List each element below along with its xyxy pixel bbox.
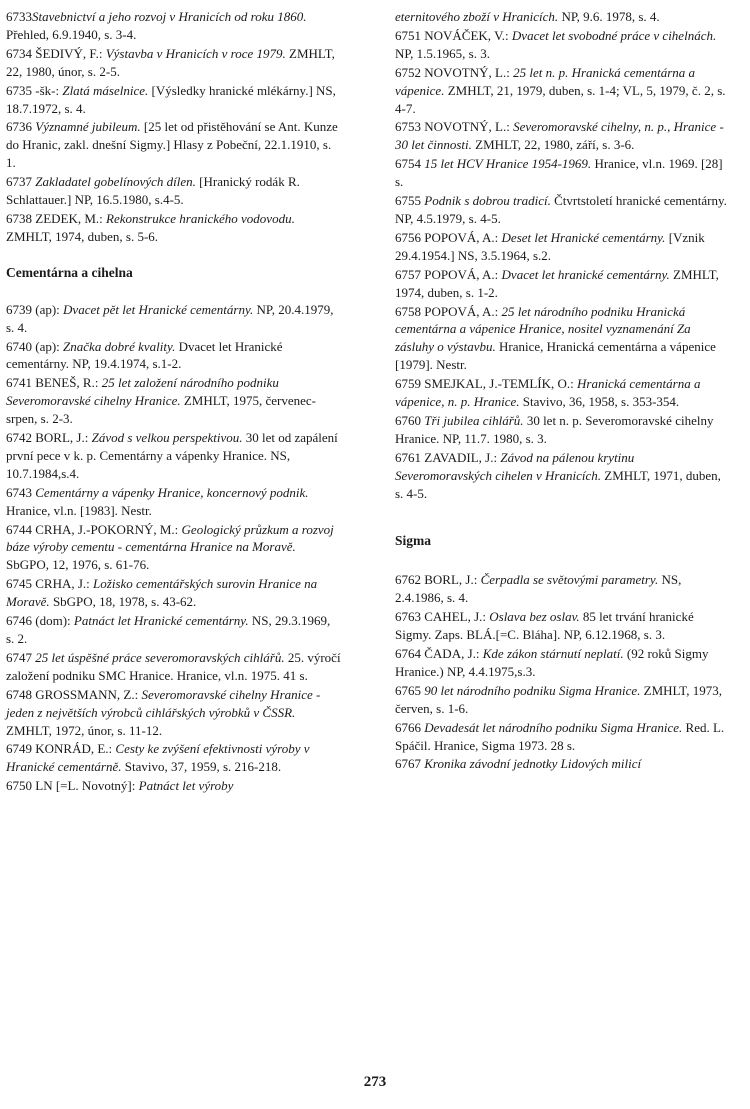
bibliography-entry xyxy=(6,429,341,483)
entry-title: 15 let HCV Hranice 1954-1969. xyxy=(424,156,592,172)
entry-details: ZMHLT, 22, 1980, únor, s. 2-5. xyxy=(6,45,335,79)
entry-title: Zlatá máselnice. xyxy=(62,82,149,98)
entry-author: KONRÁD, E.: xyxy=(32,741,116,757)
entry-details: Red. L. Spáčil. Hranice, Sigma 1973. 28 s. xyxy=(395,719,725,753)
entry-number: 6736 xyxy=(6,119,32,135)
entry-title: Značka dobré kvality. xyxy=(63,338,176,354)
entry-title: Severomoravské cihelny, n. p., Hranice - 30 let činnosti. xyxy=(395,119,724,153)
entry-details: ZMHLT, 1974, duben, s. 5-6. xyxy=(6,228,159,244)
entry-title: Cementárny a vápenky Hranice, koncernový podnik. xyxy=(35,484,309,500)
entry-details: (92 roků Sigmy Hranice.) NP, 4.4.1975,s.3. xyxy=(395,646,709,679)
entry-author: -šk-: xyxy=(32,82,63,98)
entry-details: Dvacet let Hranické cementárny. NP, 19.4.1974, s.1-2. xyxy=(6,338,283,372)
bibliography-entry xyxy=(6,374,341,428)
entry-author: ČADA, J.: xyxy=(421,646,483,661)
entry-details: SbGPO, 18, 1978, s. 43-62. xyxy=(49,594,197,610)
entry-number: 6741 xyxy=(6,375,32,391)
entry-title: Dvacet pět let Hranické cementárny. xyxy=(63,301,254,317)
entry-number: 6747 xyxy=(6,649,32,665)
entry-details: ZMHLT, 1975, červenec-srpen, s. 2-3. xyxy=(6,393,316,427)
bibliography-entry xyxy=(395,118,730,154)
entry-title: Zakladatel gobelínových dílen. xyxy=(35,174,196,190)
entry-details: Hranice, Hranická cementárna a vápenice [1979]. Nestr. xyxy=(395,339,716,373)
entry-title: Stavebnictví a jeho rozvoj v Hranicích od roku 1860. xyxy=(32,9,307,24)
entry-number: 6745 xyxy=(6,576,32,592)
entry-title: Tři jubilea cihlářů. xyxy=(424,412,524,428)
bibliography-entry xyxy=(395,266,730,302)
entry-author: NOVOTNÝ, L.: xyxy=(421,64,514,80)
entry-title: Čerpadla se světovými parametry. xyxy=(480,572,659,588)
bibliography-entry xyxy=(6,484,341,520)
bibliography-entry xyxy=(395,608,730,644)
entry-title: Podnik s dobrou tradicí. xyxy=(424,193,551,209)
page-number: 273 xyxy=(363,1074,387,1090)
bibliography-entry xyxy=(6,210,341,246)
entry-title: Významné jubileum. xyxy=(35,119,141,135)
bibliography-entry xyxy=(395,412,730,448)
entry-details: [Hranický rodák R. Schlattauer.] NP, 16.5.1980, s.4-5. xyxy=(6,174,300,208)
entry-details: 30 let n. p. Severomoravské cihelny Hranice. NP, 11.7. 1980, s. 3. xyxy=(395,412,714,446)
entry-title: Kde zákon stárnutí neplatí. xyxy=(482,646,624,661)
entry-details: [Vznik 29.4.1954.] NS, 3.5.1964, s.2. xyxy=(395,229,705,263)
entry-details: NS, 2.4.1986, s. 4. xyxy=(395,572,682,606)
entry-title: Devadesát let národního podniku Sigma Hranice. xyxy=(424,719,683,735)
entry-author: LN [=L. Novotný]: xyxy=(32,778,139,794)
entry-number: 6756 xyxy=(395,229,421,245)
entries-top xyxy=(395,8,730,502)
entry-title: Deset let Hranické cementárny. xyxy=(501,229,666,245)
entry-author: ZAVADIL, J.: xyxy=(421,449,501,465)
bibliography-entry xyxy=(395,375,730,411)
entry-title: 25 let n. p. Hranická cementárna a vápenice. xyxy=(395,64,696,98)
entry-author: GROSSMANN, Z.: xyxy=(32,686,142,702)
entry-title: Výstavba v Hranicích v roce 1979. xyxy=(105,45,286,61)
entry-author: POPOVÁ, A.: xyxy=(421,303,502,319)
section-heading-sigma: Sigma xyxy=(395,533,432,549)
entry-details: ZMHLT, 22, 1980, září, s. 3-6. xyxy=(471,137,635,153)
entry-number: 6760 xyxy=(395,412,421,428)
bibliography-entry xyxy=(395,449,730,503)
entry-author: ZEDEK, M.: xyxy=(32,210,107,226)
entry-author: POPOVÁ, A.: xyxy=(421,229,502,245)
entry-author: ŠEDIVÝ, F.: xyxy=(32,45,106,61)
entry-number: 6744 xyxy=(6,521,32,537)
entry-title: Dvacet let svobodné práce v cihelnách. xyxy=(511,27,717,43)
bibliography-entry xyxy=(6,777,341,795)
entry-details: ZMHLT, 1971, duben, s. 4-5. xyxy=(395,467,721,501)
entry-author: CAHEL, J.: xyxy=(421,609,490,625)
entry-number: 6738 xyxy=(6,210,32,226)
entry-number: 6754 xyxy=(395,156,421,172)
entry-author: CRHA, J.: xyxy=(32,576,94,592)
entry-author: NOVÁČEK, V.: xyxy=(421,27,512,43)
entry-number: 6752 xyxy=(395,64,421,80)
entry-number: 6764 xyxy=(395,646,421,661)
entry-details: ZMHLT, 1972, únor, s. 11-12. xyxy=(6,722,163,738)
entry-author: NOVOTNÝ, L.: xyxy=(421,119,514,135)
bibliography-entry xyxy=(6,301,341,337)
entry-title: Severomoravské cihelny Hranice - jeden z největších výrobců cihlářských výrobků v ČSSR. xyxy=(6,686,321,720)
entry-details: NS, 29.3.1969, s. 2. xyxy=(6,613,331,646)
bibliography-entry xyxy=(395,645,730,681)
right-column xyxy=(395,8,730,774)
entry-author: CRHA, J.-POKORNÝ, M.: xyxy=(32,521,182,537)
entry-details: NP, 9.6. 1978, s. 4. xyxy=(558,9,660,24)
entry-number: 6763 xyxy=(395,609,421,625)
entry-title: Rekonstrukce hranického vodovodu. xyxy=(106,210,295,226)
entry-details: [Výsledky hranické mlékárny.] NS, 18.7.1972, s. 4. xyxy=(6,82,336,116)
entry-number: 6735 xyxy=(6,82,32,98)
entry-details: 85 let trvání hranické Sigmy. Zaps. BLÁ.[=C. Bláha]. NP, 6.12.1968, s. 3. xyxy=(395,609,694,643)
entry-details: Stavivo, 37, 1959, s. 216-218. xyxy=(121,759,282,775)
entry-title: Patnáct let Hranické cementárny. xyxy=(73,613,249,629)
bibliography-entry xyxy=(6,45,341,81)
bibliography-entry xyxy=(395,755,730,773)
entry-author: POPOVÁ, A.: xyxy=(421,266,502,282)
bibliography-entry xyxy=(6,338,341,374)
entry-title: 25 let založení národního podniku Severomoravské cihelny Hranice. xyxy=(6,375,279,409)
entry-number: 6748 xyxy=(6,686,32,702)
bibliography-entry xyxy=(6,521,341,575)
entry-details: [25 let od přistěhování se Ant. Kunze do Hranic, zakl. dnešní Sigmy.] Hlasy z Pobeční, 22.1.1910, s. 1. xyxy=(6,119,338,171)
entries-top xyxy=(6,8,341,246)
entry-author: SMEJKAL, J.-TEMLÍK, O.: xyxy=(421,376,577,392)
entry-title: Cesty ke zvýšení efektivnosti výroby v Hranické cementárně. xyxy=(6,741,310,775)
entry-number: 6758 xyxy=(395,303,421,319)
entry-details: ZMHLT, 21, 1979, duben, s. 1-4; VL, 5, 1979, č. 2, s. 4-7. xyxy=(395,82,726,116)
entry-details: Stavivo, 36, 1958, s. 353-354. xyxy=(519,394,680,410)
entries-bottom xyxy=(6,301,341,795)
entry-number: 6759 xyxy=(395,376,421,392)
bibliography-entry xyxy=(395,8,730,26)
entry-number: 6757 xyxy=(395,266,421,282)
entry-number: 6761 xyxy=(395,449,421,465)
entry-details: NP, 1.5.1965, s. 3. xyxy=(395,45,490,61)
entry-title: Patnáct let výroby xyxy=(138,778,234,794)
entry-author: (ap): xyxy=(32,338,64,354)
entry-number: 6751 xyxy=(395,27,421,43)
entry-number: 6765 xyxy=(395,682,421,698)
entry-title: Ložisko cementářských surovin Hranice na Moravě. xyxy=(6,576,318,610)
entry-title: Kronika závodní jednotky Lidových milicí xyxy=(424,756,642,772)
entry-number: 6749 xyxy=(6,741,32,757)
entry-title: Geologický průzkum a rozvoj báze výroby cementu - cementárna Hranice na Moravě. xyxy=(6,521,334,555)
entry-number: 6750 xyxy=(6,778,32,794)
left-column xyxy=(6,8,341,796)
entry-details: ZMHLT, 1974, duben, s. 1-2. xyxy=(395,266,719,300)
entry-author: BORL, J.: xyxy=(32,430,92,446)
entry-title: Závod na pálenou krytinu Severomoravských cihelen v Hranicích. xyxy=(395,449,635,483)
entry-number: 6733 xyxy=(6,9,32,24)
bibliography-entry xyxy=(6,82,341,118)
entry-title: eternitového zboží v Hranicích. xyxy=(395,9,559,24)
entry-number: 6743 xyxy=(6,484,32,500)
entry-author: BENEŠ, R.: xyxy=(32,375,102,391)
entry-author: (dom): xyxy=(32,613,74,629)
entry-details: NP, 20.4.1979, s. 4. xyxy=(6,301,334,335)
bibliography-entry xyxy=(6,612,341,648)
entry-number: 6767 xyxy=(395,756,421,772)
entry-details: Přehled, 6.9.1940, s. 3-4. xyxy=(6,26,137,42)
entry-title: Hranická cementárna a vápenice, n. p. Hranice. xyxy=(395,376,701,410)
entry-details: 25. výročí založení podniku SMC Hranice. Hranice, vl.n. 1975. 41 s. xyxy=(6,649,341,683)
bibliography-entry xyxy=(6,649,341,685)
entry-author: (ap): xyxy=(32,301,64,317)
entry-details: SbGPO, 12, 1976, s. 61-76. xyxy=(6,557,150,573)
bibliography-entry xyxy=(395,719,730,755)
entry-number: 6734 xyxy=(6,45,32,61)
section-heading-cementarna: Cementárna a cihelna xyxy=(6,264,133,280)
bibliography-entry xyxy=(6,575,341,611)
entry-details: Čtvrtstoletí hranické cementárny. NP, 4.5.1979, s. 4-5. xyxy=(395,193,727,226)
bibliography-entry xyxy=(395,229,730,265)
entry-number: 6762 xyxy=(395,572,421,588)
entry-title: 25 let úspěšné práce severomoravských cihlářů. xyxy=(35,649,285,665)
bibliography-entry xyxy=(395,155,730,191)
entry-number: 6742 xyxy=(6,430,32,446)
bibliography-entry xyxy=(395,192,730,228)
bibliography-entry xyxy=(395,27,730,63)
entry-title: 90 let národního podniku Sigma Hranice. xyxy=(424,682,641,698)
entry-details: Hranice, vl.n. [1983]. Nestr. xyxy=(6,502,152,518)
bibliography-entry xyxy=(395,303,730,375)
bibliography-entry xyxy=(6,740,341,776)
bibliography-entry xyxy=(6,686,341,740)
entry-title: 25 let národního podniku Hranická cementárna a vápenice Hranice, nositel vyznamenání Za zásluhy o výstavbu. xyxy=(395,303,691,355)
bibliography-entry xyxy=(6,8,341,44)
entry-details: ZMHLT, 1973, červen, s. 1-6. xyxy=(395,682,723,716)
entry-title: Oslava bez oslav. xyxy=(489,609,580,625)
bibliography-entry xyxy=(395,682,730,718)
bibliography-entry xyxy=(6,118,341,172)
entry-number: 6755 xyxy=(395,193,421,209)
entry-number: 6739 xyxy=(6,301,32,317)
entry-number: 6737 xyxy=(6,174,32,190)
entry-number: 6753 xyxy=(395,119,421,135)
entry-number: 6740 xyxy=(6,338,32,354)
bibliography-entry xyxy=(6,173,341,209)
entry-details: Hranice, vl.n. 1969. [28] s. xyxy=(395,156,723,190)
entry-number: 6746 xyxy=(6,613,32,629)
entries-bottom xyxy=(395,571,730,773)
entry-title: Závod s velkou perspektivou. xyxy=(91,430,243,446)
entry-number: 6766 xyxy=(395,719,421,735)
bibliography-entry xyxy=(395,64,730,118)
entry-author: BORL, J.: xyxy=(421,572,481,588)
entry-title: Dvacet let hranické cementárny. xyxy=(501,266,670,282)
bibliography-entry xyxy=(395,571,730,607)
entry-details: 30 let od zapálení první pece v k. p. Cementárny a vápenky Hranice. NS, 10.7.1984,s.4. xyxy=(6,430,338,481)
